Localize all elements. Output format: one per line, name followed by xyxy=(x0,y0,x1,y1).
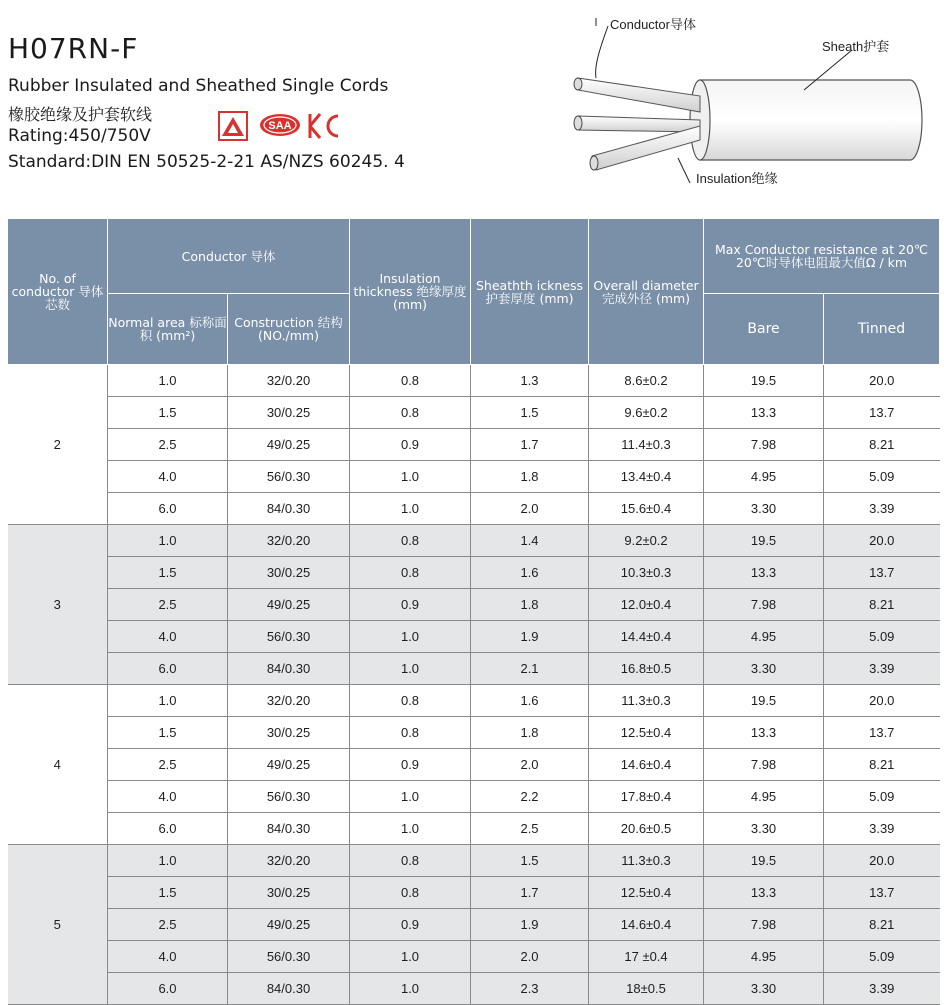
table-cell: 3.39 xyxy=(824,493,940,525)
table-cell: 2.0 xyxy=(471,493,589,525)
conductor-label: Conductor导体 xyxy=(610,17,696,32)
table-cell: 5.09 xyxy=(824,781,940,813)
table-cell: 0.8 xyxy=(350,845,471,877)
header-tinned: Tinned xyxy=(824,294,940,365)
table-cell: 30/0.25 xyxy=(228,397,350,429)
table-cell: 14.4±0.4 xyxy=(589,621,704,653)
table-cell: 4.95 xyxy=(704,621,824,653)
table-row xyxy=(8,429,940,461)
table-cell: 1.0 xyxy=(350,781,471,813)
table-cell: 19.5 xyxy=(704,525,824,557)
table-cell: 14.6±0.4 xyxy=(589,749,704,781)
table-row xyxy=(8,397,940,429)
table-cell: 0.9 xyxy=(350,909,471,941)
table-cell: 17.8±0.4 xyxy=(589,781,704,813)
header-insulation: Insulation thickness 绝缘厚度 (mm) xyxy=(350,219,471,365)
table-cell: 84/0.30 xyxy=(228,493,350,525)
table-cell: 0.8 xyxy=(350,877,471,909)
table-cell: 14.6±0.4 xyxy=(589,909,704,941)
table-cell: 11.4±0.3 xyxy=(589,429,704,461)
table-cell: 7.98 xyxy=(704,749,824,781)
table-cell: 2.2 xyxy=(471,781,589,813)
table-row xyxy=(8,525,940,557)
table-row xyxy=(8,973,940,1005)
table-cell: 9.2±0.2 xyxy=(589,525,704,557)
table-cell: 11.3±0.3 xyxy=(589,845,704,877)
table-cell: 2.5 xyxy=(471,813,589,845)
table-row xyxy=(8,845,940,877)
table-cell: 3.30 xyxy=(704,813,824,845)
table-cell: 84/0.30 xyxy=(228,653,350,685)
table-cell: 1.6 xyxy=(471,557,589,589)
table-cell: 1.5 xyxy=(108,397,228,429)
table-cell: 20.0 xyxy=(824,525,940,557)
table-cell: 13.7 xyxy=(824,557,940,589)
table-row xyxy=(8,493,940,525)
header-conductor: Conductor 导体 xyxy=(108,219,350,294)
table-cell: 30/0.25 xyxy=(228,877,350,909)
table-cell: 20.6±0.5 xyxy=(589,813,704,845)
table-cell: 1.8 xyxy=(471,461,589,493)
page-title: H07RN-F xyxy=(8,32,139,65)
table-cell: 32/0.20 xyxy=(228,685,350,717)
table-cell: 1.0 xyxy=(108,525,228,557)
table-cell: 0.8 xyxy=(350,397,471,429)
specification-table xyxy=(7,218,940,1005)
table-cell: 56/0.30 xyxy=(228,461,350,493)
table-cell: 4.0 xyxy=(108,941,228,973)
table-cell: 2.0 xyxy=(471,749,589,781)
table-cell: 8.21 xyxy=(824,589,940,621)
table-cell: 4.0 xyxy=(108,621,228,653)
table-row xyxy=(8,781,940,813)
table-row xyxy=(8,653,940,685)
header-max-resistance: Max Conductor resistance at 20℃ 20℃时导体电阻最大值Ω / km xyxy=(704,219,940,294)
kc-logo xyxy=(310,114,338,138)
table-cell: 4.95 xyxy=(704,781,824,813)
table-row xyxy=(8,461,940,493)
table-cell: 7.98 xyxy=(704,429,824,461)
table-cell: 19.5 xyxy=(704,365,824,397)
table-cell: 8.21 xyxy=(824,429,940,461)
table-cell: 3.39 xyxy=(824,653,940,685)
table-cell: 17 ±0.4 xyxy=(589,941,704,973)
table-cell: 2.5 xyxy=(108,909,228,941)
table-cell: 1.0 xyxy=(350,941,471,973)
table-cell: 1.5 xyxy=(108,557,228,589)
table-cell: 2.5 xyxy=(108,749,228,781)
table-cell: 32/0.20 xyxy=(228,525,350,557)
header-normal-area: Normal area 标称面积 (mm²) xyxy=(108,294,228,365)
table-cell: 4.95 xyxy=(704,941,824,973)
table-cell: 13.7 xyxy=(824,397,940,429)
table-cell: 0.9 xyxy=(350,589,471,621)
table-cell: 6.0 xyxy=(108,653,228,685)
product-subtitle-chinese: 橡胶绝缘及护套软线 xyxy=(8,105,153,124)
table-cell: 1.0 xyxy=(108,365,228,397)
table-cell: 7.98 xyxy=(704,589,824,621)
table-cell: 1.0 xyxy=(350,621,471,653)
header-sheath: Sheathth ickness 护套厚度 (mm) xyxy=(471,219,589,365)
rating-text: Rating:450/750V xyxy=(8,126,151,146)
table-cell: 19.5 xyxy=(704,685,824,717)
table-cell: 8.21 xyxy=(824,749,940,781)
table-cell: 49/0.25 xyxy=(228,749,350,781)
table-body xyxy=(8,365,940,1005)
table-cell: 13.4±0.4 xyxy=(589,461,704,493)
table-cell: 1.9 xyxy=(471,909,589,941)
standard-text: Standard:DIN EN 50525-2-21 AS/NZS 60245. 4 xyxy=(8,152,405,172)
table-cell: 4.0 xyxy=(108,781,228,813)
table-row xyxy=(8,365,940,397)
header-overall: Overall diameter 完成外径 (mm) xyxy=(589,219,704,365)
table-cell: 2.1 xyxy=(471,653,589,685)
table-cell: 4.0 xyxy=(108,461,228,493)
table-cell: 12.0±0.4 xyxy=(589,589,704,621)
table-cell: 84/0.30 xyxy=(228,813,350,845)
table-cell: 1.0 xyxy=(108,685,228,717)
insulation-label: Insulation绝缘 xyxy=(696,171,778,186)
table-cell: 12.5±0.4 xyxy=(589,877,704,909)
table-cell: 84/0.30 xyxy=(228,973,350,1005)
header-cores: No. of conductor 导体芯数 xyxy=(8,219,108,365)
table-cell: 8.6±0.2 xyxy=(589,365,704,397)
table-cell: 3.39 xyxy=(824,813,940,845)
table-cell: 0.9 xyxy=(350,429,471,461)
table-cell: 1.0 xyxy=(350,653,471,685)
table-cell: 13.3 xyxy=(704,717,824,749)
sheath-label: Sheath护套 xyxy=(822,39,890,54)
table-cell: 1.0 xyxy=(350,461,471,493)
table-cell: 5.09 xyxy=(824,621,940,653)
table-row xyxy=(8,941,940,973)
table-cell: 5.09 xyxy=(824,461,940,493)
product-subtitle: Rubber Insulated and Sheathed Single Cords xyxy=(8,76,389,96)
table-row xyxy=(8,877,940,909)
core-count-cell: 3 xyxy=(8,525,108,685)
table-row xyxy=(8,717,940,749)
table-cell: 0.8 xyxy=(350,525,471,557)
table-cell: 1.8 xyxy=(471,589,589,621)
table-cell: 20.0 xyxy=(824,685,940,717)
table-cell: 11.3±0.3 xyxy=(589,685,704,717)
table-cell: 13.7 xyxy=(824,717,940,749)
table-cell: 2.3 xyxy=(471,973,589,1005)
table-cell: 2.0 xyxy=(471,941,589,973)
table-cell: 9.6±0.2 xyxy=(589,397,704,429)
table-cell: 2.5 xyxy=(108,589,228,621)
table-cell: 0.8 xyxy=(350,717,471,749)
table-cell: 13.3 xyxy=(704,557,824,589)
table-cell: 3.30 xyxy=(704,653,824,685)
table-cell: 1.3 xyxy=(471,365,589,397)
table-cell: 0.8 xyxy=(350,365,471,397)
core-count-cell: 2 xyxy=(8,365,108,525)
table-row xyxy=(8,749,940,781)
table-cell: 1.5 xyxy=(471,845,589,877)
table-row xyxy=(8,589,940,621)
table-cell: 1.4 xyxy=(471,525,589,557)
certification-logos xyxy=(218,110,348,142)
table-cell: 1.0 xyxy=(350,813,471,845)
saa-approval-logo xyxy=(260,114,300,136)
table-cell: 32/0.20 xyxy=(228,365,350,397)
table-cell: 30/0.25 xyxy=(228,557,350,589)
table-cell: 6.0 xyxy=(108,813,228,845)
table-cell: 4.95 xyxy=(704,461,824,493)
core-count-cell: 4 xyxy=(8,685,108,845)
warning-triangle-logo xyxy=(219,112,247,140)
table-cell: 0.8 xyxy=(350,557,471,589)
table-cell: 6.0 xyxy=(108,973,228,1005)
table-cell: 1.0 xyxy=(108,845,228,877)
table-cell: 3.30 xyxy=(704,973,824,1005)
table-cell: 1.0 xyxy=(350,973,471,1005)
table-row xyxy=(8,621,940,653)
table-cell: 13.3 xyxy=(704,877,824,909)
table-cell: 1.5 xyxy=(108,717,228,749)
table-cell: 1.6 xyxy=(471,685,589,717)
table-cell: 19.5 xyxy=(704,845,824,877)
header-construction: Construction 结构 (NO./mm) xyxy=(228,294,350,365)
table-cell: 1.8 xyxy=(471,717,589,749)
table-cell: 5.09 xyxy=(824,941,940,973)
table-cell: 30/0.25 xyxy=(228,717,350,749)
table-cell: 1.7 xyxy=(471,429,589,461)
table-cell: 6.0 xyxy=(108,493,228,525)
table-cell: 49/0.25 xyxy=(228,589,350,621)
table-cell: 56/0.30 xyxy=(228,941,350,973)
table-cell: 1.5 xyxy=(108,877,228,909)
table-cell: 15.6±0.4 xyxy=(589,493,704,525)
table-cell: 2.5 xyxy=(108,429,228,461)
table-cell: 13.7 xyxy=(824,877,940,909)
table-cell: 49/0.25 xyxy=(228,429,350,461)
table-cell: 10.3±0.3 xyxy=(589,557,704,589)
table-cell: 0.9 xyxy=(350,749,471,781)
table-cell: 1.5 xyxy=(471,397,589,429)
table-cell: 56/0.30 xyxy=(228,781,350,813)
table-cell: 1.9 xyxy=(471,621,589,653)
table-row xyxy=(8,813,940,845)
table-cell: 16.8±0.5 xyxy=(589,653,704,685)
table-cell: 20.0 xyxy=(824,365,940,397)
table-cell: 0.8 xyxy=(350,685,471,717)
table-row xyxy=(8,557,940,589)
saa-logo-text: SAA xyxy=(268,120,292,132)
table-cell: 56/0.30 xyxy=(228,621,350,653)
header-bare: Bare xyxy=(704,294,824,365)
table-cell: 1.7 xyxy=(471,877,589,909)
cable-diagram xyxy=(560,8,940,198)
table-cell: 18±0.5 xyxy=(589,973,704,1005)
table-cell: 8.21 xyxy=(824,909,940,941)
table-row xyxy=(8,909,940,941)
table-cell: 12.5±0.4 xyxy=(589,717,704,749)
table-cell: 32/0.20 xyxy=(228,845,350,877)
core-count-cell: 5 xyxy=(8,845,108,1005)
table-cell: 1.0 xyxy=(350,493,471,525)
table-row xyxy=(8,685,940,717)
table-cell: 20.0 xyxy=(824,845,940,877)
table-cell: 3.30 xyxy=(704,493,824,525)
table-cell: 13.3 xyxy=(704,397,824,429)
table-cell: 3.39 xyxy=(824,973,940,1005)
table-cell: 49/0.25 xyxy=(228,909,350,941)
table-cell: 7.98 xyxy=(704,909,824,941)
